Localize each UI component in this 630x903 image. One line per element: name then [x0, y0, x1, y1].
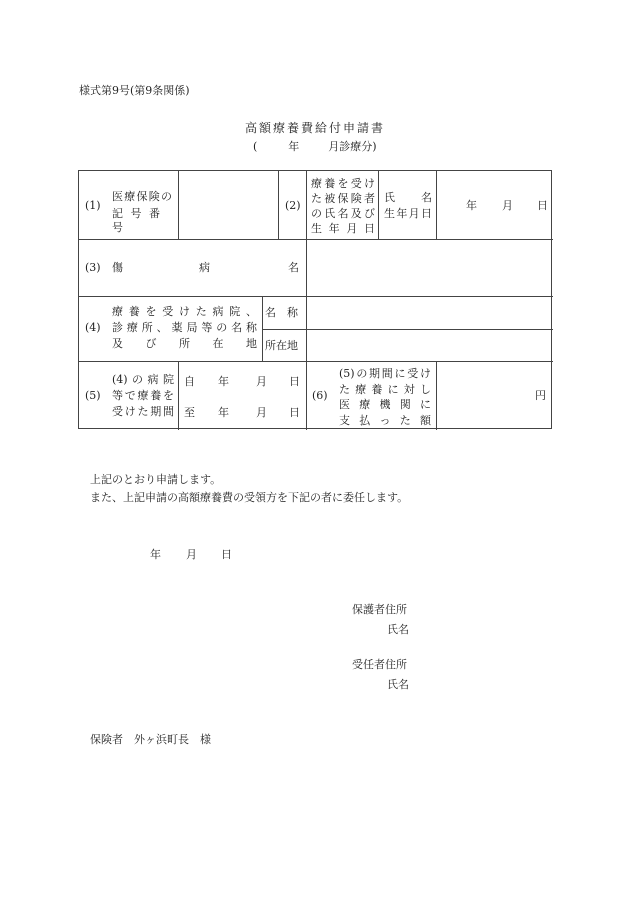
- agent-name-label: 氏名: [387, 678, 409, 691]
- insured-label-line: た被保険者: [311, 192, 375, 205]
- period-label-line: 受けた期間: [112, 405, 174, 418]
- birthdate-label: 生年月日: [384, 207, 432, 220]
- birth-month-unit: 月: [502, 199, 513, 212]
- period-label: [112, 372, 174, 420]
- period-label-line: 等で療養を: [112, 389, 174, 402]
- period-from-month: 月: [256, 375, 267, 388]
- item-number-2: (2): [285, 199, 301, 212]
- form-subtitle: [253, 138, 377, 154]
- facility-label-line1: 療養を受けた病院、: [112, 305, 257, 318]
- subtitle-open: (: [253, 140, 258, 153]
- period-from-year: 年: [218, 375, 229, 388]
- facility-address-field[interactable]: [307, 330, 552, 360]
- period-to-year: 年: [218, 406, 229, 419]
- disease-name-field[interactable]: [307, 240, 552, 295]
- facility-label-line2: 診療所、薬局等の名称: [112, 321, 257, 334]
- date-month: 月: [186, 548, 197, 561]
- period-to-month: 月: [256, 406, 267, 419]
- application-table: [78, 170, 552, 429]
- insured-label-line: の氏名及び: [311, 207, 375, 220]
- payment-label-line: 医 療 機 関 に: [339, 398, 431, 411]
- insured-label-line: 生 年 月 日: [311, 222, 375, 235]
- name-label: 氏 名: [384, 191, 432, 204]
- disease-label-c: 名: [288, 261, 299, 274]
- item-number-6: (6): [312, 389, 328, 402]
- period-to-day: 日: [289, 406, 300, 419]
- insurance-number-field[interactable]: [179, 172, 277, 238]
- insurance-label-line2: 記 号 番 号: [112, 207, 162, 234]
- yen-unit: 円: [535, 389, 546, 402]
- birth-day-unit: 日: [537, 199, 548, 212]
- birth-year-unit: 年: [466, 199, 477, 212]
- form-number: 様式第9号(第9条関係): [79, 84, 190, 97]
- item-number-1: (1): [85, 199, 101, 212]
- facility-label-line3: 及 び 所 在 地: [112, 337, 257, 350]
- statement-line2: また、上記申請の高額療養費の受領方を下記の者に委任します。: [90, 491, 409, 504]
- subtitle-year: 年: [288, 140, 300, 153]
- addressee: 保険者 外ヶ浜町長 様: [90, 733, 211, 746]
- payment-label-line: 支 払 っ た 額: [339, 413, 431, 427]
- agent-address-label: 受任者住所: [352, 658, 407, 671]
- item-number-4: (4): [85, 321, 101, 334]
- disease-label-b: 病: [199, 261, 210, 274]
- date-day: 日: [221, 548, 232, 561]
- guardian-name-label: 氏名: [387, 623, 409, 636]
- insured-label-line: 療養を受け: [311, 177, 375, 190]
- disease-label-a: 傷: [112, 261, 123, 274]
- payment-label-line: (5)の期間に受け: [339, 367, 431, 380]
- facility-address-label: 所在地: [265, 339, 298, 352]
- insurance-label-line1: 医療保険の: [112, 190, 172, 203]
- period-from-day: 日: [289, 375, 300, 388]
- item-number-5: (5): [85, 389, 101, 402]
- payment-label: [339, 366, 431, 428]
- period-label-line: (4)の病院: [112, 373, 174, 386]
- statement-line1: 上記のとおり申請します。: [90, 473, 222, 486]
- item-number-3: (3): [85, 261, 101, 274]
- form-title: 高額療養費給付申請書: [244, 121, 385, 135]
- subtitle-month: 月診療分): [328, 140, 377, 153]
- payment-label-line: た 療 養 に 対 し: [339, 382, 431, 396]
- date-year: 年: [150, 548, 161, 561]
- facility-name-field[interactable]: [307, 297, 552, 328]
- period-to: 至: [184, 406, 195, 419]
- guardian-address-label: 保護者住所: [352, 603, 407, 616]
- facility-name-label: 名 称: [265, 306, 298, 319]
- insured-label: [311, 176, 375, 236]
- period-from: 自: [184, 375, 195, 388]
